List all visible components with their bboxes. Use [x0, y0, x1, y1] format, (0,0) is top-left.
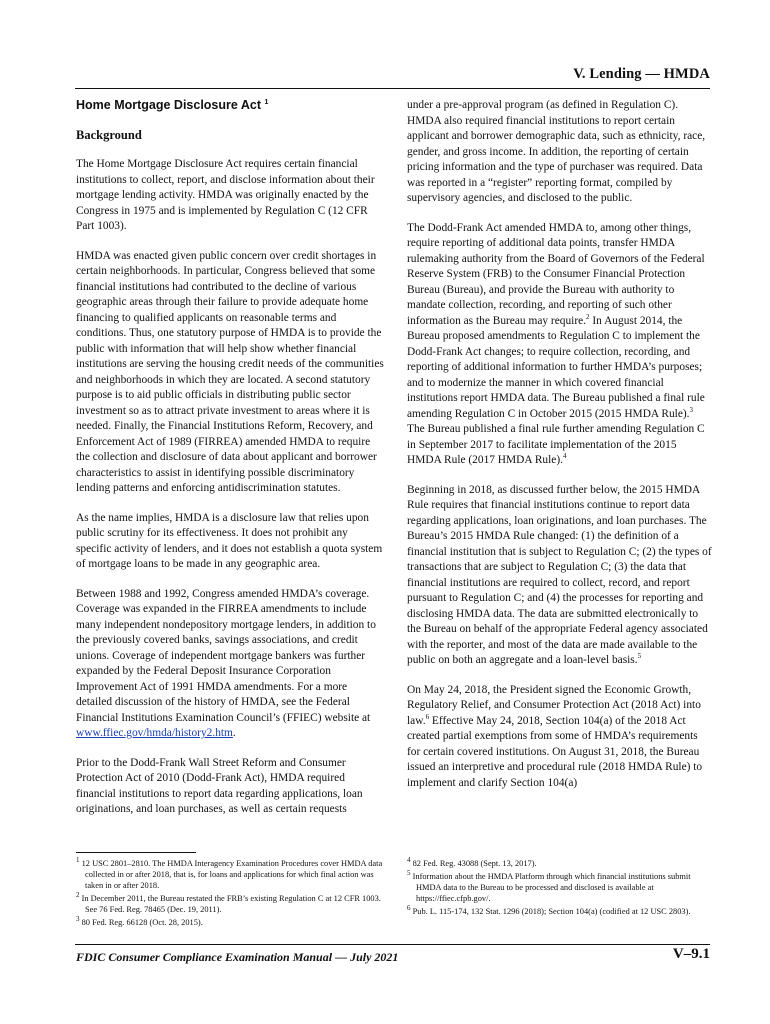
footnote-6: $^6$ Pub. L. 115-174, 132 Stat. 1296 (2018); Section 104(a) (codified at 12 USC 2803). [407, 904, 691, 916]
paragraph-end: . [232, 727, 236, 739]
footnote-ref-4[interactable]: 4 [563, 452, 567, 461]
section-header: V. Lending — HMDA [573, 66, 710, 82]
page-number: V–9.1 [672, 946, 710, 962]
paragraph-text: Effective May 24, 2018, Section 104(a) of the 2018 Act created partial exemptions from some of HMDA’s requirements for certain covered institutions. On August 31, 2018, the Bureau issued an interpretive and procedural rule (2018 HMDA Rule) to implement and clarify Section 104(a) [407, 714, 703, 789]
paragraph: The Home Mortgage Disclosure Act requires certain financial institutions to collect, report, and disclose information about their mortgage lending activity. HMDA was originally enacted by the Congress in 1975 and is implemented by Regulation C (12 CFR Part 1003). [76, 158, 375, 232]
paragraph-text: The Bureau published a final rule further amending Regulation C in September 2017 to facilitate implementation of the 2015 HMDA Rule (2017 HMDA Rule). [407, 423, 705, 466]
footnote-text: 80 Fed. Reg. 66128 (Oct. 28, 2015). [81, 918, 203, 927]
paragraph-text: Beginning in 2018, as discussed further below, the 2015 HMDA Rule requires that financial institutions continue to report data regarding applications, loan originations, and loan purchases. The Bureau’s 2015 HMDA Rule changed: (1) the definition of a financial institution that is subject to Regulation C; (2) the types of transactions that are subject to Regulation C; (3) the data that financial institutions are required to collect, record, and report pursuant to Regulation C; and (4) the processes for reporting and disclosing HMDA data. The data are submitted electronically to the Bureau on behalf of the appropriate Federal agency associated with the reporter, and most of the data are made available to the public on both an aggregate and a loan-level basis. [407, 483, 712, 666]
paragraph [407, 683, 713, 792]
footnotes-right [407, 858, 713, 919]
footnote-ref-1[interactable]: 1 [264, 98, 269, 106]
left-column [76, 98, 384, 832]
paragraph [407, 221, 713, 469]
footnote-text: Pub. L. 115-174, 132 Stat. 1296 (2018); Section 104(a) (codified at 12 USC 2803). [412, 907, 691, 916]
section-title-text: Home Mortgage Disclosure Act [76, 98, 261, 112]
paragraph: under a pre-approval program (as defined in Regulation C). HMDA also required financial institutions to report certain applicant and borrower demographic data, such as ethnicity, race, gender, and gross income. In addition, the reporting of certain pricing information and the type of purchaser was required. Data was reported in a “register” reporting format, compiled by supervisory agencies, and disclosed to the public. [407, 99, 706, 204]
paragraph-text: The Dodd-Frank Act amended HMDA to, among other things, require reporting of additional data points, transfer HMDA rulemaking authority from the Board of Governors of the Federal Reserve System (FRB) to the Consumer Financial Protection Bureau (Bureau), and provide the Bureau with authority to mandate collection, recording, and reporting of such other information as the Bureau may require. [407, 221, 705, 327]
footnote-text: 82 Fed. Reg. 43088 (Sept. 13, 2017). [412, 859, 537, 868]
footnote-2: $^2$ In December 2011, the Bureau restated the FRB’s existing Regulation C at 12 CFR 1003. See 76 Fed. Reg. 78465 (Dec. 19, 2011). [76, 891, 381, 914]
paragraph-text: In August 2014, the Bureau proposed amendments to Regulation C to implement the Dodd-Frank Act changes; to require collection, recording, and reporting of additional information to further HMDA’s purposes; and to modernize the manner in which covered financial institutions report HMDA data. The Bureau published a final rule amending Regulation C in October 2015 (2015 HMDA Rule). [407, 314, 705, 420]
right-column [407, 98, 713, 805]
paragraph-text: Between 1988 and 1992, Congress amended HMDA’s coverage. Coverage was expanded in the FIRREA amendments to include many independent nondepository mortgage lenders, in addition to the previously covered banks, savings associations, and credit unions. Coverage of independent mortgage bankers was further expanded by the Federal Deposit Insurance Corporation Improvement Act of 1991 HMDA amendments. For a more detailed discussion of the history of HMDA, see the Federal Financial Institutions Examination Council’s (FFIEC) website at [76, 587, 376, 724]
footer-rule [75, 944, 710, 945]
ffiec-history-link[interactable]: www.ffiec.gov/hmda/history2.htm [76, 727, 233, 739]
footnote-ref-5[interactable]: 5 [637, 652, 642, 661]
footnote-ref-3[interactable]: 3 [689, 405, 694, 414]
footnote-5: $^5$ Information about the HMDA Platform through which financial institutions submit HMDA data to the Bureau to be processed and disclosed is available at https://ffiec.cfpb.gov/. [407, 869, 691, 903]
footnote-text: Information about the HMDA Platform through which financial institutions submit HMDA data to the Bureau to be processed and disclosed is available at https://ffiec.cfpb.gov/. [412, 872, 691, 903]
footnote-ref-6[interactable]: 6 [425, 712, 430, 721]
footnote-1: $^1$ 12 USC 2801–2810. The HMDA Interagency Examination Procedures cover HMDA data collected in or after 2018, that is, for loans and applications for which final action was taken in or after 2018. [76, 856, 383, 890]
footer-manual-title: FDIC Consumer Compliance Examination Manual — July 2021 [76, 950, 399, 964]
paragraph: Prior to the Dodd-Frank Wall Street Reform and Consumer Protection Act of 2010 (Dodd-Frank Act), HMDA required financial institutions to report data regarding applications, loan originations, and loan purchases, as well as certain requests [76, 756, 363, 815]
footnotes-left [76, 858, 384, 930]
section-title [76, 98, 384, 114]
footnote-text: 12 USC 2801–2810. The HMDA Interagency Examination Procedures cover HMDA data collected in or after 2018, that is, for loans and applications for which final action was taken in or after 2018. [81, 859, 383, 890]
paragraph-text: On May 24, 2018, the President signed the Economic Growth, Regulatory Relief, and Consumer Protection Act (2018 Act) into law. [407, 683, 701, 727]
footnote-3: $^3$ 80 Fed. Reg. 66128 (Oct. 28, 2015). [76, 915, 203, 927]
background-heading: Background [76, 127, 142, 142]
footnote-4: $^4$ 82 Fed. Reg. 43088 (Sept. 13, 2017). [407, 856, 537, 868]
paragraph: HMDA was enacted given public concern over credit shortages in certain neighborhoods. In particular, Congress believed that some financial institutions had contributed to the decline of various geographic areas through their failure to provide adequate home financing to qualified applicants on reasonable terms and conditions. Thus, one statutory purpose of HMDA is to provide the public with information that will help show whether financial institutions are serving the housing credit needs of the communities and neighborhoods in which they are located. A second statutory purpose is to aid public officials in distributing public sector investment so as to attract private investment to areas where it is needed. Finally, the Financial Institutions Reform, Recovery, and Enforcement Act of 1989 (FIRREA) amended HMDA to require the collection and disclosure of data about applicant and borrower characteristics to assist in identifying possible discriminatory lending patterns and enforcing antidiscrimination statutes. [76, 249, 384, 494]
paragraph [76, 587, 384, 742]
footnote-rule [76, 852, 196, 853]
footnote-text: In December 2011, the Bureau restated the FRB’s existing Regulation C at 12 CFR 1003. See 76 Fed. Reg. 78465 (Dec. 19, 2011). [81, 894, 381, 914]
footnote-ref-2[interactable]: 2 [586, 312, 590, 321]
paragraph: As the name implies, HMDA is a disclosure law that relies upon public scrutiny for its effectiveness. It does not prohibit any specific activity of lenders, and it does not establish a quota system of mortgage loans to be made in any geographic area. [76, 511, 383, 570]
paragraph [407, 483, 713, 669]
header-rule [75, 88, 710, 89]
